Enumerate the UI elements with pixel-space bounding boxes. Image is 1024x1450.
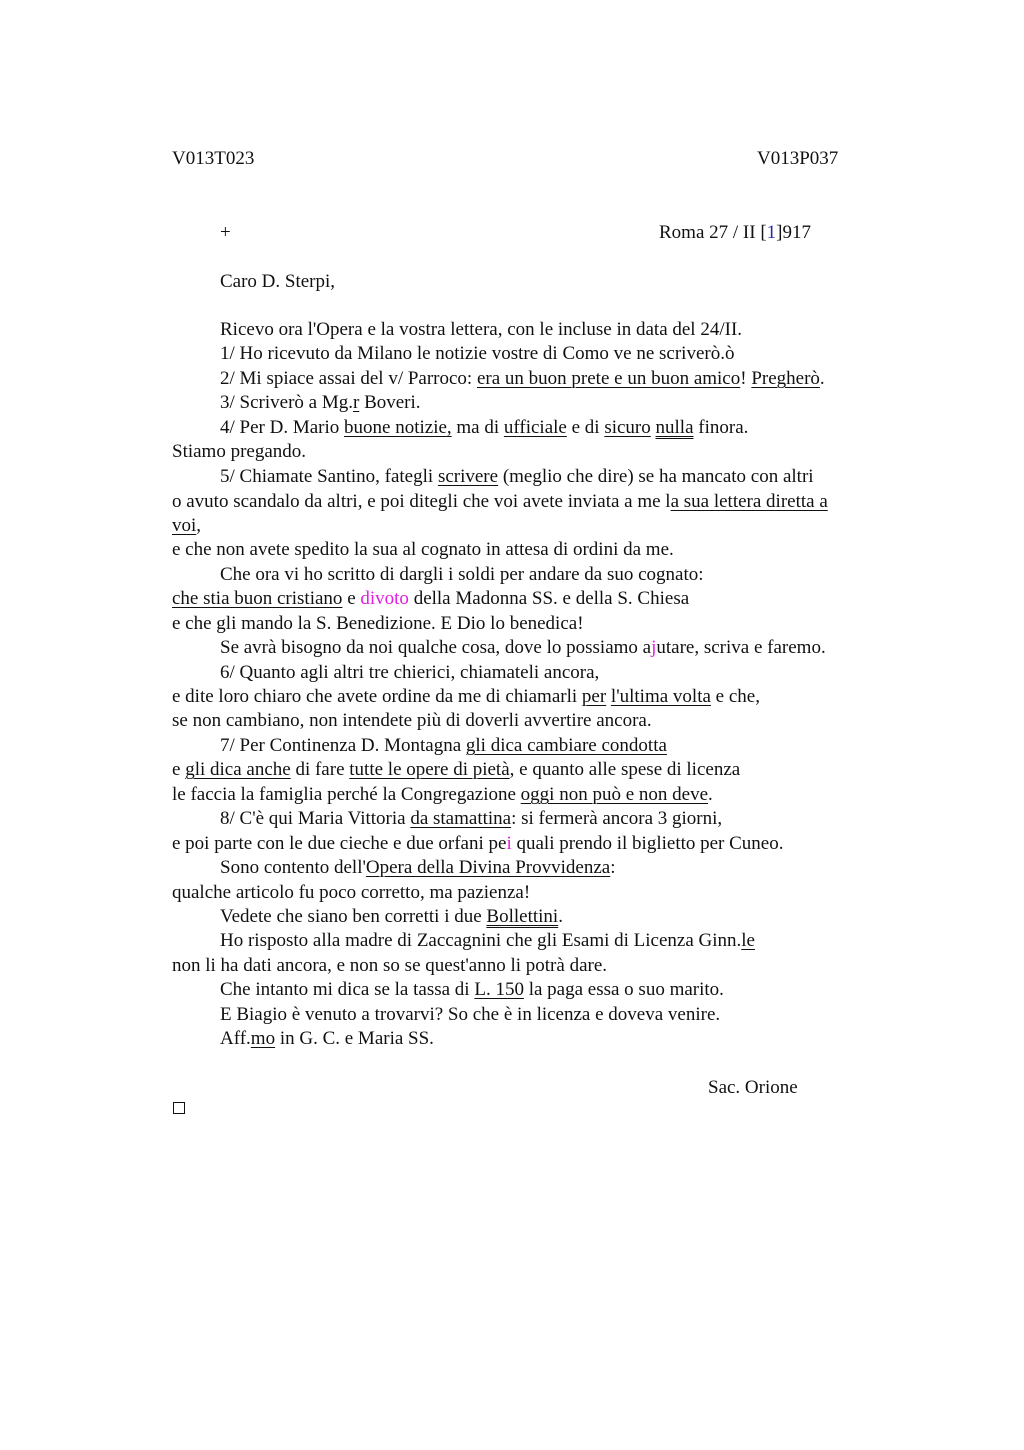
underlined-text: tutte le opere di pietà — [349, 759, 510, 780]
letter-line — [220, 343, 734, 365]
underlined-text: L. 150 — [474, 979, 524, 1000]
line-text: 8/ C'è qui Maria Vittoria — [220, 808, 411, 829]
letter-line — [220, 735, 667, 757]
line-text: o avuto scandalo da altri, e poi ditegli che voi avete inviata a me l — [172, 491, 671, 512]
date-suffix: ]917 — [776, 222, 811, 243]
line-text: Che ora vi ho scritto di dargli i soldi per andare da suo cognato: — [220, 564, 704, 585]
underlined-text: Opera della Divina Provvidenza — [365, 857, 611, 878]
letter-line — [220, 637, 826, 659]
document-code-right: V013P037 — [757, 148, 839, 169]
line-text: della Madonna SS. e della S. Chiesa — [408, 588, 690, 609]
underlined-text: scrivere — [437, 466, 499, 487]
line-text: 1/ Ho ricevuto da Milano le notizie vostre di Como ve ne scriverò.ò — [220, 343, 735, 364]
letter-line — [172, 588, 689, 610]
line-text: 2/ Mi spiace assai del v/ Parroco: — [220, 368, 477, 389]
letter-date — [659, 222, 811, 244]
line-text: 3/ Scriverò a Mg. — [220, 392, 353, 413]
letter-line — [172, 441, 306, 463]
underlined-text: Pregherò — [751, 368, 820, 389]
line-text: e che, — [710, 686, 760, 707]
date-bracket-digit: 1 — [766, 222, 777, 243]
document-code-left: V013T023 — [172, 148, 255, 169]
line-text: E Biagio è venuto a trovarvi? So che è in licenza e doveva venire. — [220, 1004, 721, 1025]
line-text: . — [558, 906, 563, 927]
line-text: Che intanto mi dica se la tassa di — [220, 979, 475, 1000]
highlighted-text: j — [651, 637, 657, 658]
letter-line — [220, 808, 722, 830]
underlined-text: Bollettini — [486, 906, 559, 927]
underlined-text: oggi non può e non deve — [520, 784, 708, 805]
letter-line — [220, 417, 748, 439]
underlined-text: che stia buon cristiano — [172, 588, 343, 609]
line-text: Stiamo pregando. — [172, 441, 307, 462]
letter-line — [172, 686, 760, 708]
underlined-text: gli dica cambiare condotta — [465, 735, 667, 756]
line-text: Sono contento dell' — [220, 857, 366, 878]
line-text: se non cambiano, non intendete più di doverli avvertire ancora. — [172, 710, 652, 731]
letter-line — [220, 466, 814, 488]
line-text: e — [342, 588, 361, 609]
cross-symbol: + — [220, 222, 231, 243]
letter-line — [220, 906, 563, 928]
line-text: 4/ Per D. Mario — [220, 417, 345, 438]
letter-line — [172, 784, 713, 806]
line-text: Aff. — [220, 1028, 251, 1049]
underlined-text: r — [352, 392, 360, 413]
line-text: e di — [566, 417, 605, 438]
letter-line — [220, 979, 724, 1001]
line-text: 6/ Quanto agli altri tre chierici, chiamateli ancora, — [220, 662, 600, 683]
date-prefix: Roma 27 / II [ — [659, 222, 767, 243]
line-text: la paga essa o suo marito. — [523, 979, 724, 1000]
letter-line — [172, 613, 584, 635]
letter-line — [220, 662, 599, 684]
line-text: e — [172, 759, 186, 780]
line-text: qualche articolo fu poco corretto, ma pazienza! — [172, 882, 531, 903]
line-text: . — [708, 784, 713, 805]
signature: Sac. Orione — [708, 1077, 798, 1098]
line-text: e poi parte con le due cieche e due orfani pe — [172, 833, 507, 854]
line-text: finora. — [693, 417, 749, 438]
line-text: ma di — [451, 417, 504, 438]
underlined-text: gli dica anche — [185, 759, 291, 780]
line-text: in G. C. e Maria SS. — [275, 1028, 434, 1049]
underlined-text: nulla — [655, 417, 694, 438]
underlined-text: da stamattina — [410, 808, 512, 829]
underlined-text: voi — [172, 515, 197, 536]
letter-line — [220, 1028, 434, 1050]
line-text: Ho risposto alla madre di Zaccagnini che gli Esami di Licenza Ginn. — [220, 930, 742, 951]
line-text: e che non avete spedito la sua al cognato in attesa di ordini da me. — [172, 539, 674, 560]
line-text: utare, scriva e faremo. — [656, 637, 826, 658]
underlined-text: l'ultima volta — [610, 686, 711, 707]
underlined-text: per — [581, 686, 607, 707]
line-text: Boveri. — [359, 392, 421, 413]
underlined-text: ufficiale — [503, 417, 567, 438]
line-text: : — [610, 857, 616, 878]
line-text: . — [819, 368, 825, 389]
line-text: , e quanto alle spese di licenza — [509, 759, 741, 780]
line-text: e dite loro chiaro che avete ordine da me di chiamarli — [172, 686, 582, 707]
line-text: Se avrà bisogno da noi qualche cosa, dove lo possiamo a — [220, 637, 652, 658]
underlined-text: mo — [250, 1028, 276, 1049]
underlined-text: le — [741, 930, 755, 951]
letter-line — [172, 539, 674, 561]
line-text: ! — [740, 368, 752, 389]
line-text: 7/ Per Continenza D. Montagna — [220, 735, 466, 756]
line-text: , — [196, 515, 202, 536]
letter-line — [172, 710, 652, 732]
letter-line — [220, 564, 704, 586]
letter-line — [172, 955, 607, 977]
underlined-text: sicuro — [604, 417, 651, 438]
checkbox-square-icon — [173, 1102, 185, 1114]
letter-line — [172, 882, 530, 904]
letter-line — [220, 857, 615, 879]
letter-line — [220, 319, 742, 341]
underlined-text: buone notizie, — [344, 417, 452, 438]
letter-line — [220, 368, 825, 390]
line-text: : si fermerà ancora 3 giorni, — [511, 808, 723, 829]
line-text: e che gli mando la S. Benedizione. E Dio lo benedica! — [172, 613, 584, 634]
highlighted-text: i — [506, 833, 512, 854]
underlined-text: era un buon prete e un buon amico — [476, 368, 741, 389]
underlined-text: a sua lettera diretta a — [670, 491, 828, 512]
line-text: non li ha dati ancora, e non so se quest'anno li potrà dare. — [172, 955, 608, 976]
line-text: quali prendo il biglietto per Cuneo. — [511, 833, 784, 854]
salutation: Caro D. Sterpi, — [220, 271, 336, 292]
letter-line — [220, 1004, 720, 1026]
letter-line — [220, 930, 755, 952]
line-text: (meglio che dire) se ha mancato con altri — [498, 466, 814, 487]
line-text: Vedete che siano ben corretti i due — [220, 906, 487, 927]
line-text: 5/ Chiamate Santino, fategli — [220, 466, 438, 487]
letter-line — [172, 515, 201, 537]
line-text: le faccia la famiglia perché la Congregazione — [172, 784, 521, 805]
letter-line — [172, 759, 740, 781]
letter-line — [172, 833, 784, 855]
letter-line — [172, 491, 828, 513]
line-text: di fare — [290, 759, 350, 780]
letter-line — [220, 392, 421, 414]
line-text: Ricevo ora l'Opera e la vostra lettera, con le incluse in data del 24/II. — [220, 319, 743, 340]
highlighted-text: divoto — [360, 588, 409, 609]
